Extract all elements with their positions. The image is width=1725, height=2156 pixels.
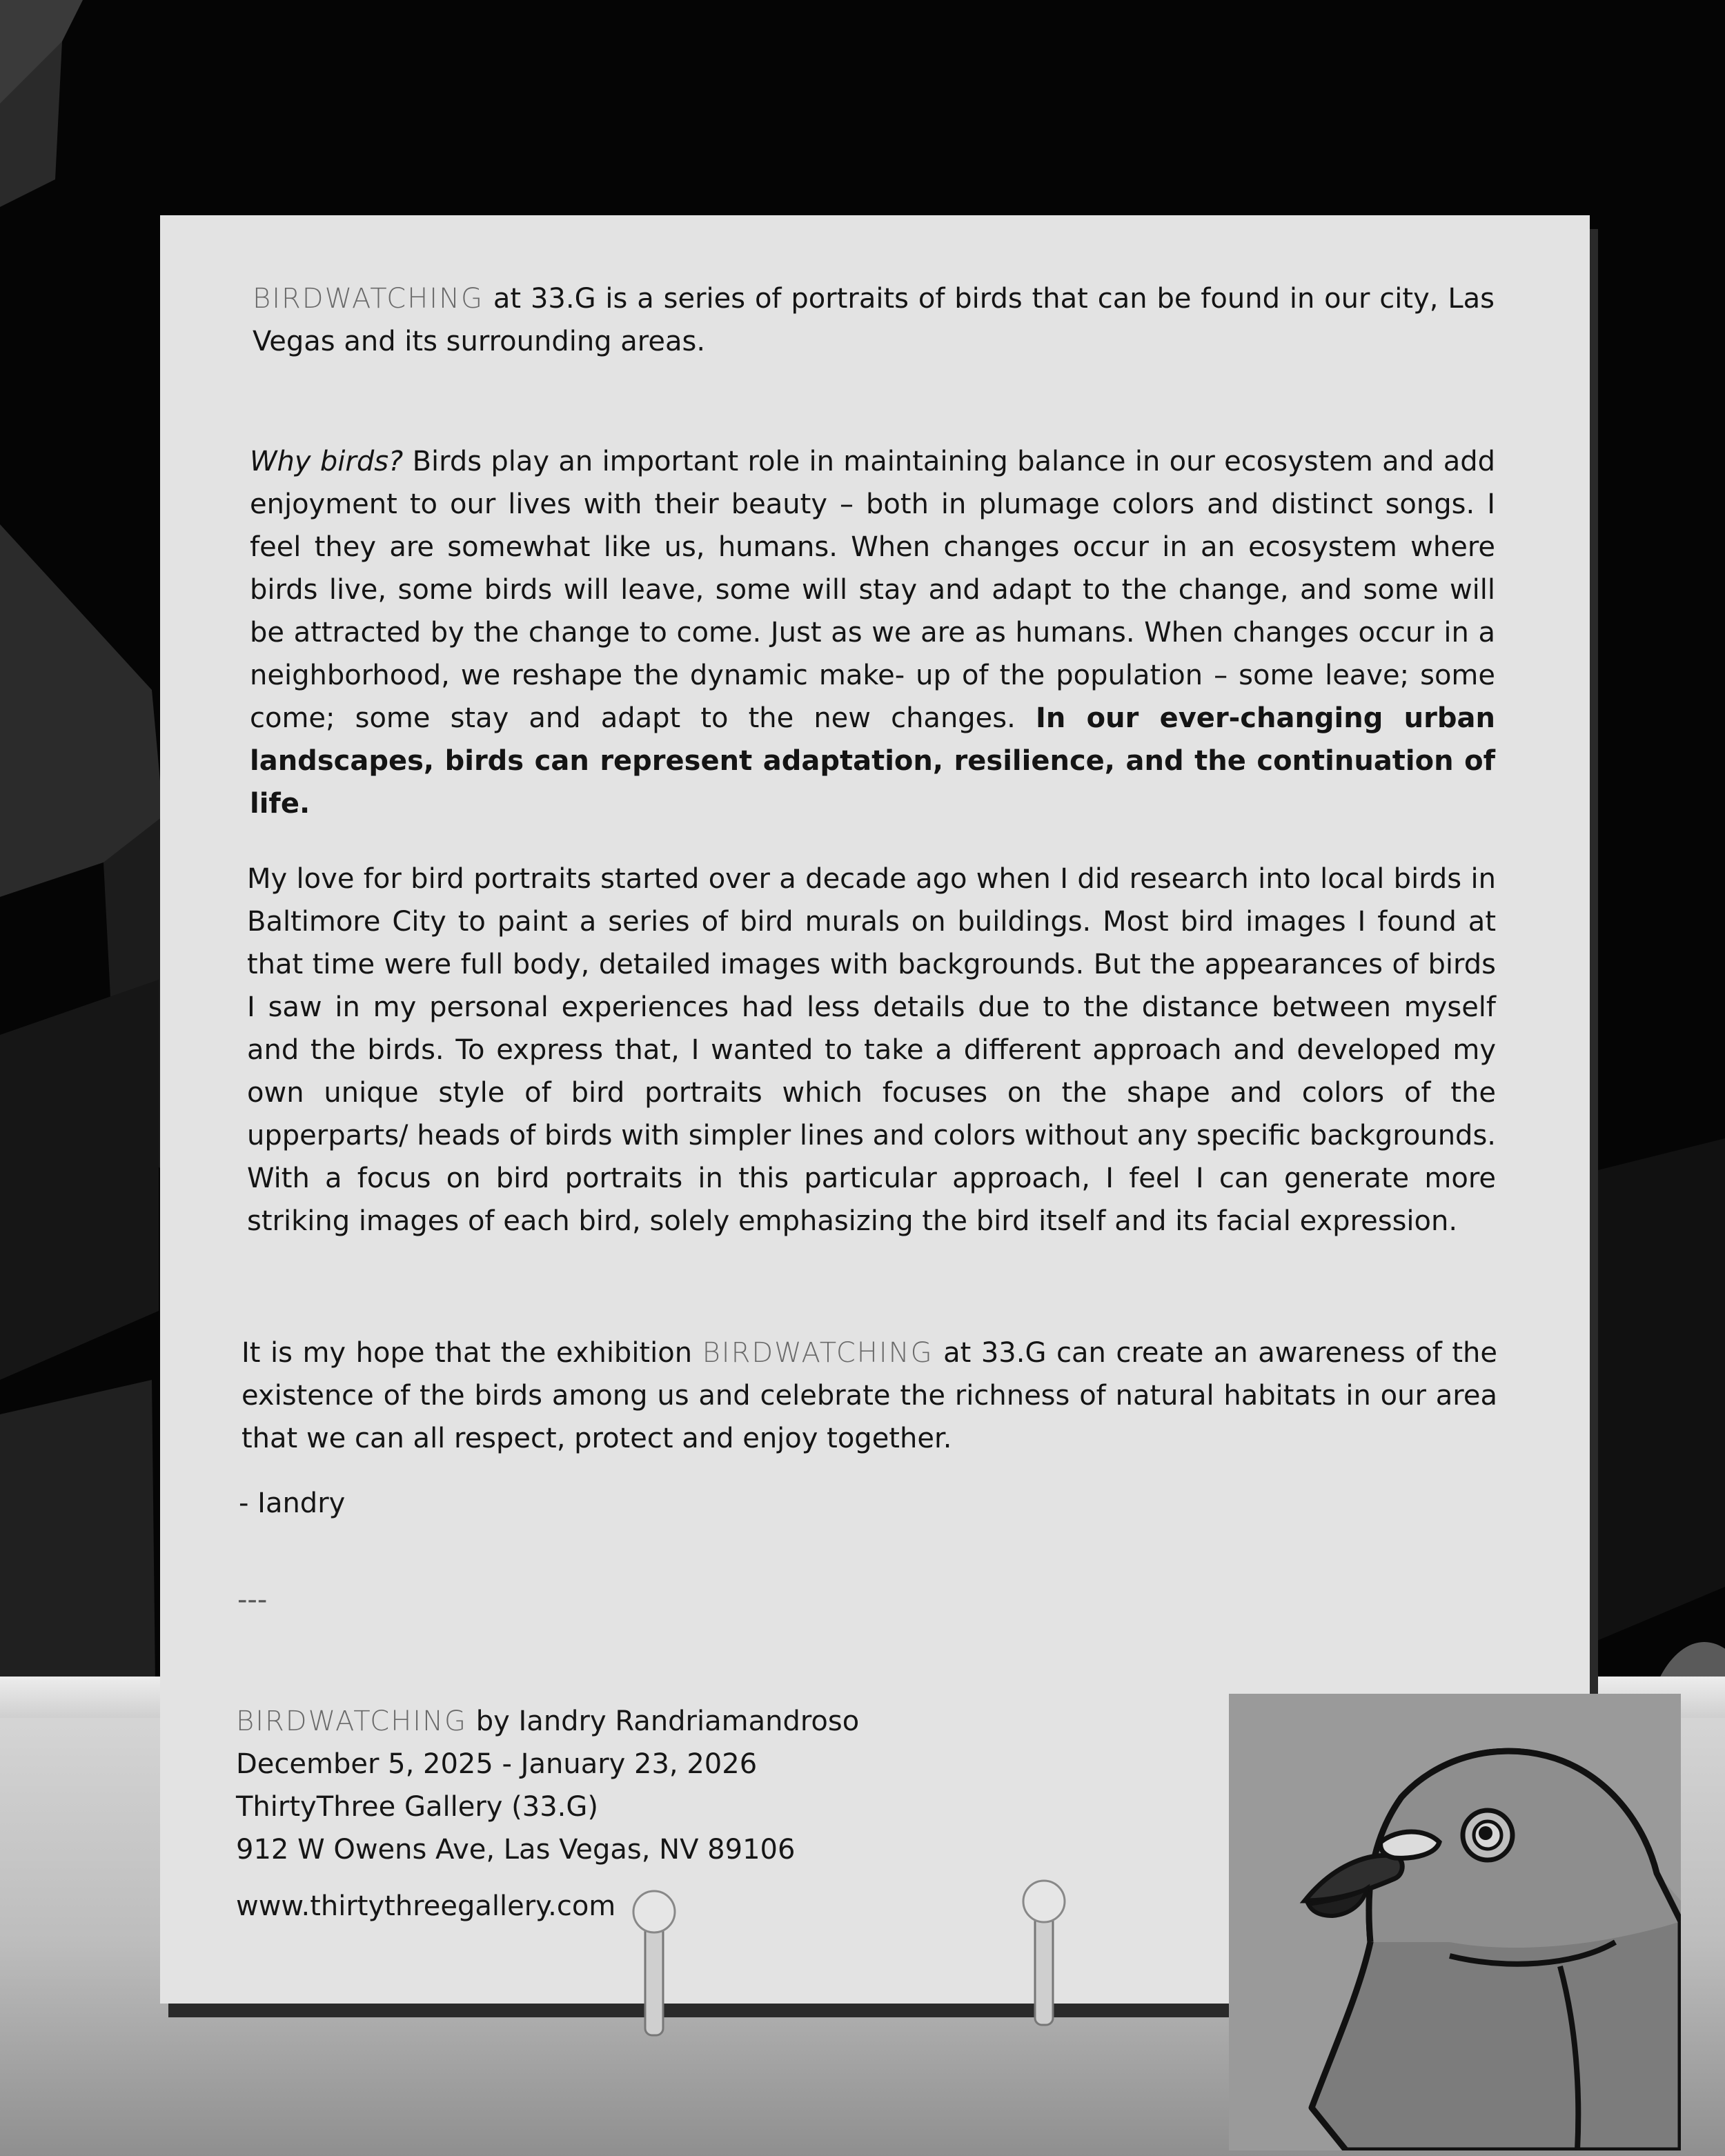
display-peg-left — [624, 1887, 687, 2039]
hope-paragraph — [241, 1332, 1497, 1460]
pigeon-portrait — [1229, 1694, 1681, 2150]
why-birds-bold-statement: In our ever-changing urban landscapes, birds can represent adaptation, resilience, and the continuation of life. — [250, 702, 1495, 820]
gallery-name: ThirtyThree Gallery (33.G) — [236, 1791, 598, 1823]
hope-text-after: at 33.G can create an awareness of the existence of the birds among us and celebrate the richness of natural habitats in our area that we can all respect, protect and enjoy together. — [241, 1337, 1497, 1454]
intro-paragraph — [253, 277, 1495, 363]
gallery-address: 912 W Owens Ave, Las Vegas, NV 89106 — [236, 1834, 796, 1866]
credits-exhibition-title: BIRDWATCHING — [236, 1705, 468, 1737]
display-peg-right — [1014, 1877, 1076, 2028]
bird-portraits-text: My love for bird portraits started over a decade ago when I did research into local birds in Baltimore City to paint a series of bird murals on buildings. Most bird images I found at that time were full body, detailed images with backgrounds. But the appearances of birds I saw in my personal experiences had less details due to the distance between myself and the birds. To express that, I wanted to take a different approach and developed my own unique style of bird portraits which focuses on the shape and colors of the upperparts/ heads of birds with simpler lines and colors without any specific backgrounds. With a focus on bird portraits in this particular approach, I feel I can generate more striking images of each bird, solely emphasizing the bird itself and its facial expression. — [247, 863, 1496, 1237]
why-birds-text: Birds play an important role in maintaining balance in our ecosystem and add enjoyment to our lives with their beauty – both in plumage colors and distinct songs. I feel they are somewhat like us, humans. When changes occur in an ecosystem where birds live, some birds will leave, some will stay and adapt to the change, and some will be attracted by the change to come. Just as we are as humans. When changes occur in a neighborhood, we reshape the dynamic make- up of the population – some leave; some come; some stay and adapt to the new changes. — [250, 446, 1496, 734]
divider: --- — [237, 1584, 268, 1616]
hope-exhibition-title: BIRDWATCHING — [702, 1337, 934, 1369]
signature: - Iandry — [239, 1487, 346, 1519]
why-birds-lead: Why birds? — [250, 446, 404, 477]
credits-byline: by Iandry Randriamandroso — [467, 1705, 860, 1737]
credits-title-line — [236, 1700, 859, 1743]
gallery-website: www.thirtythreegallery.com — [236, 1890, 616, 1922]
exhibition-placard — [160, 215, 1590, 2004]
bird-portraits-paragraph — [247, 858, 1496, 1243]
exhibition-dates: December 5, 2025 - January 23, 2026 — [236, 1748, 758, 1780]
why-birds-paragraph — [250, 440, 1495, 825]
hope-text-before: It is my hope that the exhibition — [241, 1337, 702, 1369]
pigeon-head-illustration — [1229, 1694, 1681, 2150]
intro-text: at 33.G is a series of portraits of birds that can be found in our city, Las Vegas and its surrounding areas. — [253, 283, 1495, 357]
exhibition-title: BIRDWATCHING — [253, 283, 484, 315]
